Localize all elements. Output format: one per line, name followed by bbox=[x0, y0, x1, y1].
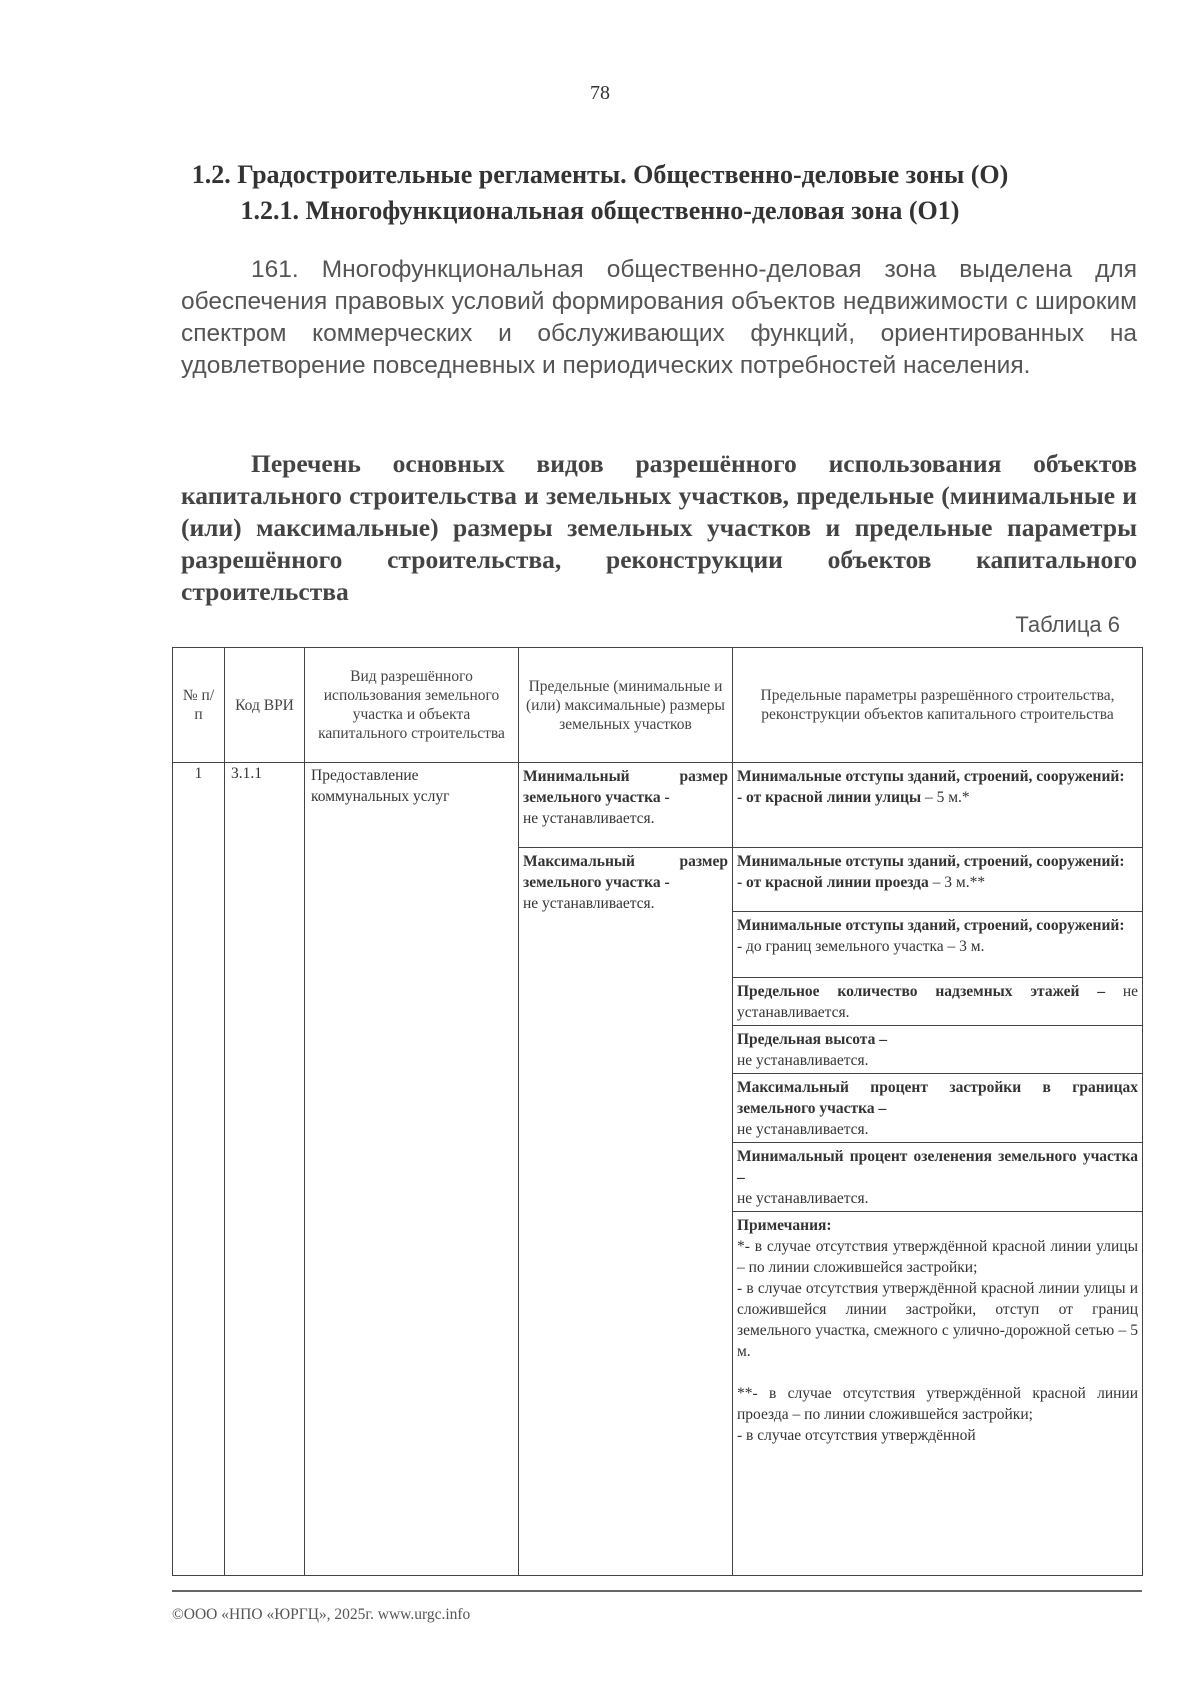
param-floors bbox=[733, 977, 1142, 1025]
param-value: – 3 м.** bbox=[928, 873, 986, 891]
section-heading: 1.2. Градостроительные регламенты. Общественно-деловые зоны (О) bbox=[191, 160, 1009, 189]
header-num: № п/п bbox=[173, 648, 225, 763]
intro-paragraph bbox=[181, 254, 1137, 382]
param-setback-street bbox=[733, 763, 1142, 847]
footer-divider bbox=[172, 1590, 1142, 1592]
note-item: *- в случае отсутствия утверждённой красной линии улицы – по линии сложившейся застройки; bbox=[737, 1237, 1138, 1276]
row-params bbox=[733, 763, 1143, 1576]
param-setback-passage bbox=[733, 847, 1142, 911]
size-max-value: не устанавливается. bbox=[523, 894, 655, 912]
list-title bbox=[181, 448, 1137, 608]
param-value: – 5 м.* bbox=[921, 789, 970, 806]
param-value: не устанавливается. bbox=[737, 982, 1138, 1021]
note-item: - в случае отсутствия утверждённой bbox=[737, 1426, 976, 1444]
list-title-text: Перечень основных видов разрешённого использования объектов капитального строительства и земельных участков, предельные (минимальные и (или) максимальные) размеры земельных участков и предельные параметры разрешённого строительства, реконструкции объектов капитального строительства bbox=[181, 449, 1137, 606]
row-num: 1 bbox=[173, 763, 225, 1576]
notes bbox=[733, 1211, 1142, 1575]
param-label: Минимальный процент озеленения земельного участка – bbox=[737, 1147, 1138, 1186]
header-type: Вид разрешённого использования земельного участка и объекта капитального строительства bbox=[305, 648, 519, 763]
param-greenery bbox=[733, 1142, 1142, 1211]
size-max-label: Максимальный размер земельного участка - bbox=[523, 852, 728, 891]
param-sublabel: - от красной линии проезда bbox=[737, 873, 929, 891]
sizes-list bbox=[519, 763, 732, 1575]
table-caption: Таблица 6 bbox=[1015, 612, 1120, 637]
intro-paragraph-text: 161. Многофункциональная общественно-деловая зона выделена для обеспечения правовых условий формирования объектов недвижимости с широким спектром коммерческих и обслуживающих функций, ориентированных на удовлетворение повседневных и периодических потребностей населения. bbox=[181, 256, 1137, 379]
size-max bbox=[519, 847, 732, 1575]
header-sizes: Предельные (минимальные и (или) максимальные) размеры земельных участков bbox=[519, 648, 733, 763]
subsection-heading: 1.2.1. Многофункциональная общественно-деловая зона (О1) bbox=[240, 196, 960, 225]
param-label: Минимальные отступы зданий, строений, сооружений: bbox=[737, 768, 1125, 785]
notes-title: Примечания: bbox=[737, 1216, 832, 1234]
param-height bbox=[733, 1025, 1142, 1073]
param-building-coverage bbox=[733, 1073, 1142, 1142]
param-setback-boundary bbox=[733, 911, 1142, 977]
row-code: 3.1.1 bbox=[225, 763, 305, 1576]
table-header-row bbox=[173, 648, 1143, 763]
note-item: **- в случае отсутствия утверждённой красной линии проезда – по линии сложившейся застройки; bbox=[737, 1384, 1138, 1423]
param-label: Минимальные отступы зданий, строений, сооружений: bbox=[737, 852, 1125, 870]
note-item: - в случае отсутствия утверждённой красной линии улицы и сложившейся линии застройки, отступ от границ земельного участка, смежного с улично-дорожной сетью – 5 м. bbox=[737, 1279, 1138, 1360]
param-value: не устанавливается. bbox=[737, 1051, 869, 1069]
param-value: не устанавливается. bbox=[737, 1189, 869, 1207]
param-label: Минимальные отступы зданий, строений, сооружений: bbox=[737, 916, 1125, 934]
header-params: Предельные параметры разрешённого строительства, реконструкции объектов капитального строительства bbox=[733, 648, 1143, 763]
size-min-value: не устанавливается. bbox=[523, 810, 655, 827]
size-min bbox=[519, 763, 732, 847]
row-type: Предоставление коммунальных услуг bbox=[305, 763, 519, 1576]
row-sizes bbox=[519, 763, 733, 1576]
header-code: Код ВРИ bbox=[225, 648, 305, 763]
param-value: не устанавливается. bbox=[737, 1120, 869, 1138]
page-number: 78 bbox=[590, 82, 610, 104]
param-label: Предельное количество надземных этажей – bbox=[737, 982, 1105, 1000]
param-value: - до границ земельного участка – 3 м. bbox=[737, 937, 985, 955]
params-list bbox=[733, 763, 1142, 1575]
param-label: Максимальный процент застройки в границах земельного участка – bbox=[737, 1078, 1138, 1117]
footer-copyright: ©ООО «НПО «ЮРГЦ», 2025г. www.urgc.info bbox=[172, 1606, 471, 1623]
regulations-table bbox=[172, 647, 1143, 1576]
param-label: Предельная высота – bbox=[737, 1030, 887, 1048]
table-row bbox=[173, 763, 1143, 1576]
size-min-label: Минимальный размер земельного участка - bbox=[523, 768, 728, 806]
param-sublabel: - от красной линии улицы bbox=[737, 789, 922, 806]
